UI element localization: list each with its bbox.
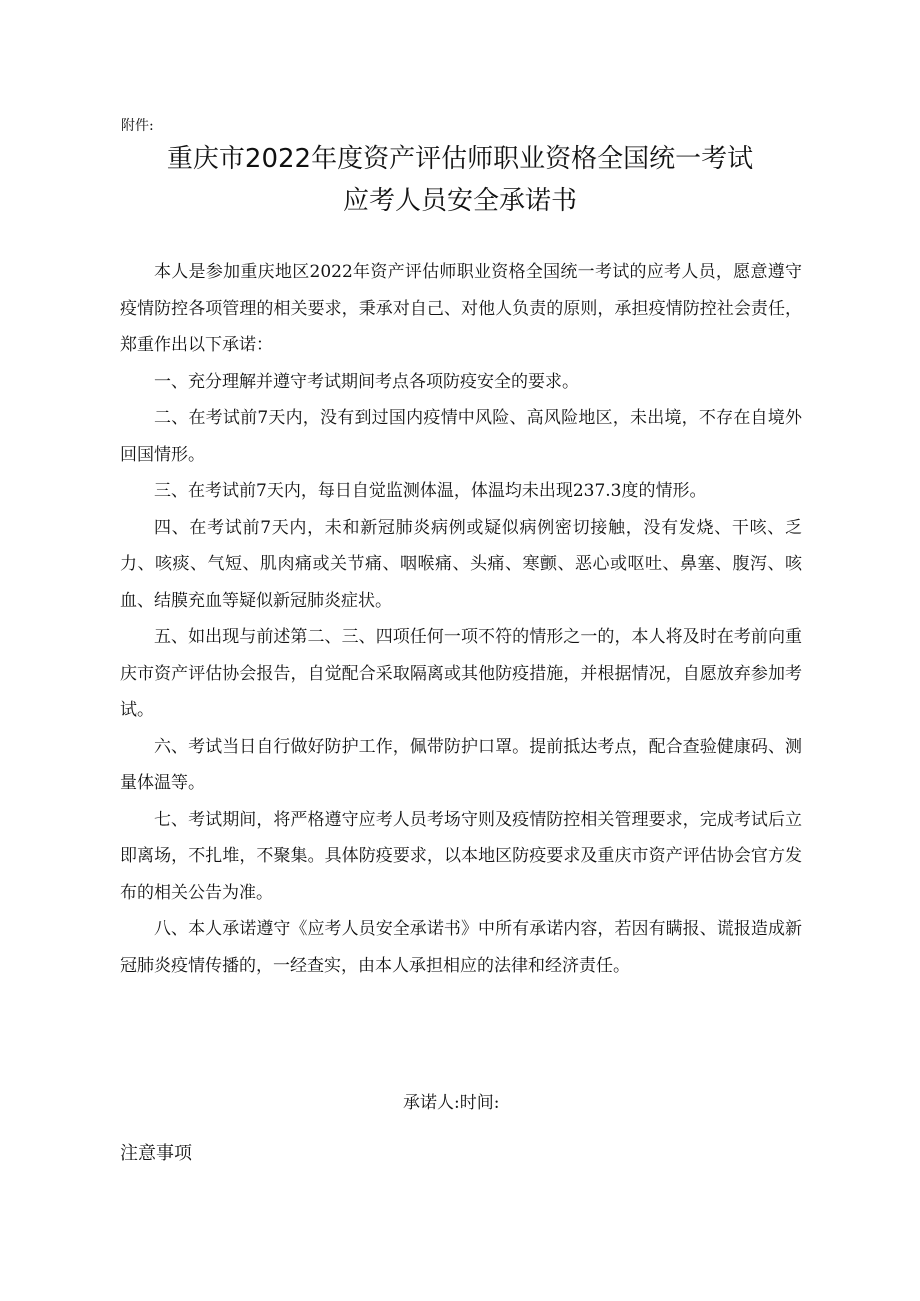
commitment-item-1: 一、充分理解并遵守考试期间考点各项防疫安全的要求。 (154, 371, 579, 392)
commitment-item-7: 七、考试期间，将严格遵守应考人员考场守则及疫情防控相关管理要求，完成考试后立即离场，不扎堆，不聚集。具体防疫要求，以本地区防疫要求及重庆市资产评估协会官方发布的相关公告为准。 (120, 809, 802, 903)
notes-heading: 注意事项 (120, 1143, 192, 1164)
commitment-item-8: 八、本人承诺遵守《应考人员安全承诺书》中所有承诺内容，若因有瞒报、谎报造成新冠肺炎疫情传播的，一经查实，由本人承担相应的法律和经济责任。 (120, 919, 802, 976)
commitment-item-2: 二、在考试前7天内，没有到过国内疫情中风险、高风险地区，未出境，不存在自境外回国情形。 (120, 408, 802, 465)
intro-paragraph: 本人是参加重庆地区2022年资产评估师职业资格全国统一考试的应考人员，愿意遵守疫情防控各项管理的相关要求，秉承对自己、对他人负责的原则，承担疫情防控社会责任，郑重作出以下承诺： (120, 262, 802, 355)
commitment-item-6: 六、考试当日自行做好防护工作，佩带防护口罩。提前抵达考点，配合查验健康码、测量体温等。 (120, 736, 802, 793)
commitment-item-5: 五、如出现与前述第二、三、四项任何一项不符的情形之一的，本人将及时在考前向重庆市资产评估协会报告，自觉配合采取隔离或其他防疫措施，并根据情况，自愿放弃参加考试。 (120, 627, 802, 720)
signature-line: 承诺人:时间: (403, 1093, 500, 1113)
document-title-line-2: 应考人员安全承诺书 (342, 186, 577, 216)
commitment-item-4: 四、在考试前7天内，未和新冠肺炎病例或疑似病例密切接触，没有发烧、干咳、乏力、咳痰、气短、肌肉痛或关节痛、咽喉痛、头痛、寒颤、恶心或呕吐、鼻塞、腹泻、咳血、结膜充血等疑似新冠肺炎症状。 (120, 517, 802, 611)
document-title-line-1: 重庆市2022年度资产评估师职业资格全国统一考试 (166, 144, 754, 174)
commitment-body (120, 254, 802, 984)
commitment-item-3: 三、在考试前7天内，每日自觉监测体温，体温均未出现237.3度的情形。 (154, 481, 707, 501)
attachment-label: 附件: (121, 118, 154, 134)
